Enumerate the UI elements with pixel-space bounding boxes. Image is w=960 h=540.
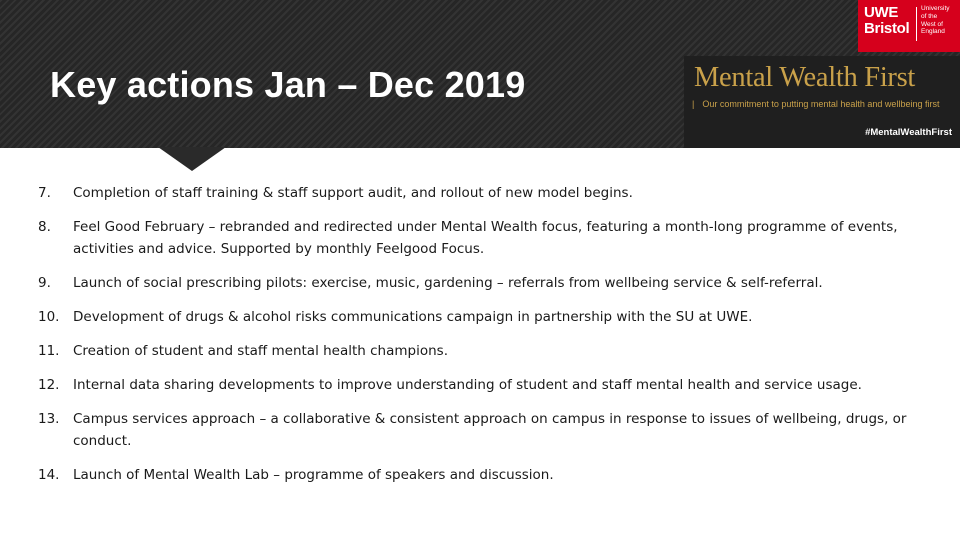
action-number: 9. [38, 275, 51, 291]
header-notch [158, 147, 226, 171]
action-text: Internal data sharing developments to improve understanding of student and staff mental health and service usage. [73, 377, 862, 393]
banner-tagline [692, 99, 939, 109]
action-text: Campus services approach – a collaborative & consistent approach on campus in response to issues of wellbeing, drugs, or conduct. [73, 411, 907, 449]
action-number: 7. [38, 185, 51, 201]
action-text: Creation of student and staff mental health champions. [73, 343, 449, 359]
mental-wealth-first-banner [684, 56, 960, 148]
action-number: 14. [38, 467, 60, 483]
action-item [38, 182, 938, 204]
action-item [38, 272, 938, 294]
action-text: Feel Good February – rebranded and redirected under Mental Wealth focus, featuring a month-long programme of events, activities and advice. Supported by monthly Feelgood Focus. [73, 219, 898, 257]
action-item [38, 216, 938, 260]
logo-divider [916, 7, 917, 41]
banner-title: Mental Wealth First [694, 62, 916, 93]
action-number: 13. [38, 411, 60, 427]
action-number: 10. [38, 309, 60, 325]
action-text: Development of drugs & alcohol risks communications campaign in partnership with the SU at UWE. [73, 309, 753, 325]
uwe-bristol-logo [858, 0, 960, 52]
tagline-bar: | [692, 99, 695, 109]
logo-subtitle: University of the West of England [921, 5, 950, 36]
key-actions-list [38, 182, 938, 498]
slide-title: Key actions Jan – Dec 2019 [50, 64, 526, 105]
action-number: 12. [38, 377, 60, 393]
action-text: Completion of staff training & staff support audit, and rollout of new model begins. [73, 185, 633, 201]
action-item [38, 340, 938, 362]
action-text: Launch of Mental Wealth Lab – programme of speakers and discussion. [73, 467, 554, 483]
action-item [38, 374, 938, 396]
action-item [38, 408, 938, 452]
action-item [38, 306, 938, 328]
action-text: Launch of social prescribing pilots: exercise, music, gardening – referrals from wellbeing service & self-referral. [73, 275, 823, 291]
action-number: 8. [38, 219, 51, 235]
action-item [38, 464, 938, 486]
logo-name: UWE Bristol [864, 4, 910, 37]
tagline-text: Our commitment to putting mental health and wellbeing first [702, 99, 940, 109]
action-number: 11. [38, 343, 60, 359]
banner-hashtag: #MentalWealthFirst [865, 127, 952, 138]
